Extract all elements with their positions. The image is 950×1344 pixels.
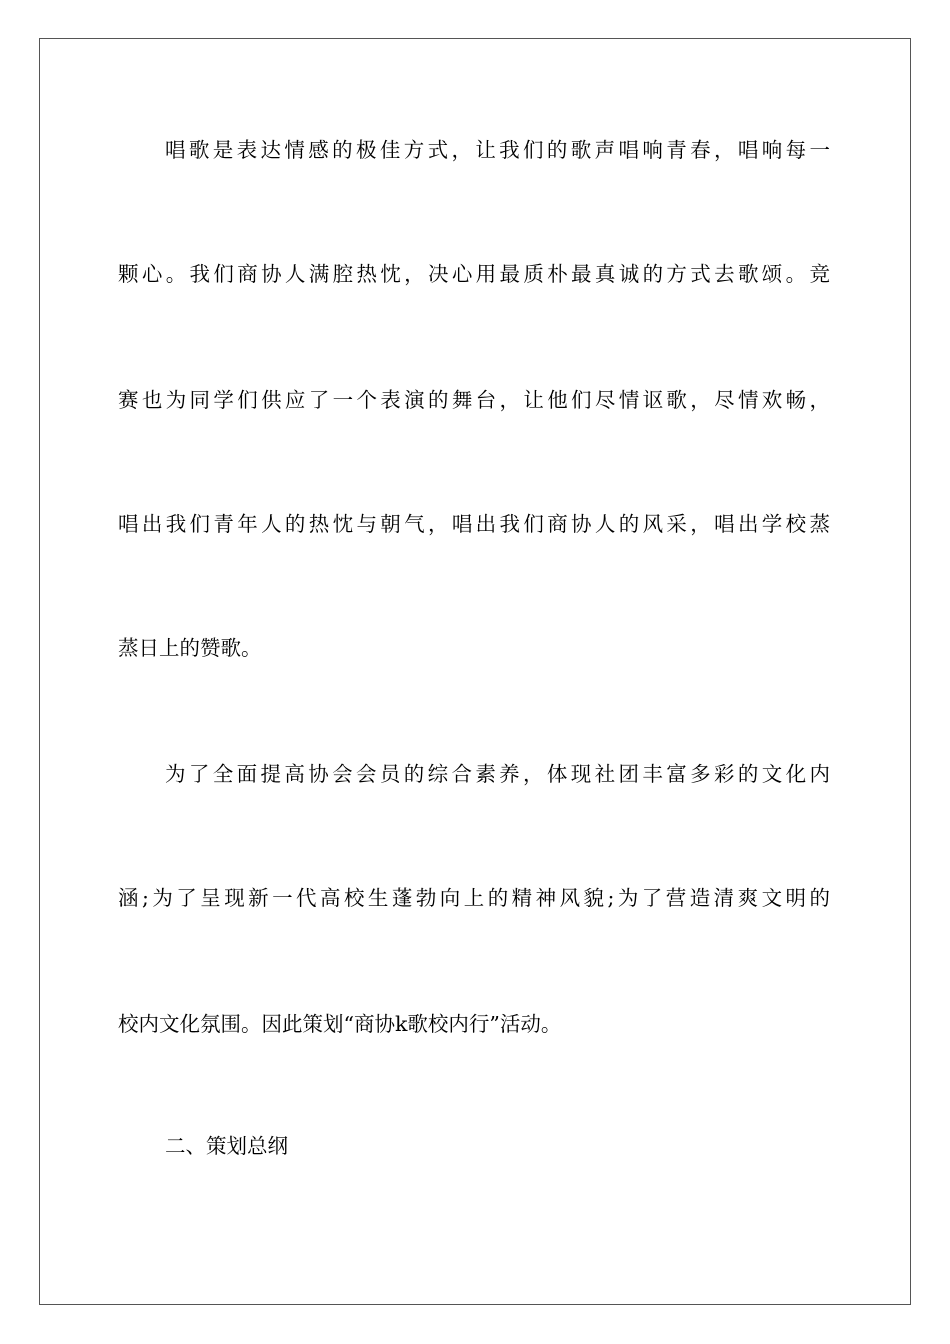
paragraph-2-line-1: 为了全面提高协会会员的综合素养，体现社团丰富多彩的文化内	[165, 762, 830, 786]
section-heading: 二、策划总纲	[165, 1134, 288, 1158]
paragraph-2-line-2: 涵;为了呈现新一代高校生蓬勃向上的精神风貌;为了营造清爽文明的	[118, 886, 830, 910]
paragraph-1-line-5: 蒸日上的赞歌。	[118, 636, 262, 660]
paragraph-1-line-1: 唱歌是表达情感的极佳方式，让我们的歌声唱响青春，唱响每一	[165, 138, 830, 162]
paragraph-2-line-3: 校内文化氛围。因此策划“商协k歌校内行”活动。	[118, 1012, 562, 1036]
page-border	[39, 38, 911, 1305]
paragraph-1-line-3: 赛也为同学们供应了一个表演的舞台，让他们尽情讴歌，尽情欢畅，	[118, 388, 830, 412]
paragraph-1-line-2: 颗心。我们商协人满腔热忱，决心用最质朴最真诚的方式去歌颂。竞	[118, 262, 830, 286]
paragraph-1-line-4: 唱出我们青年人的热忱与朝气，唱出我们商协人的风采，唱出学校蒸	[118, 512, 830, 536]
